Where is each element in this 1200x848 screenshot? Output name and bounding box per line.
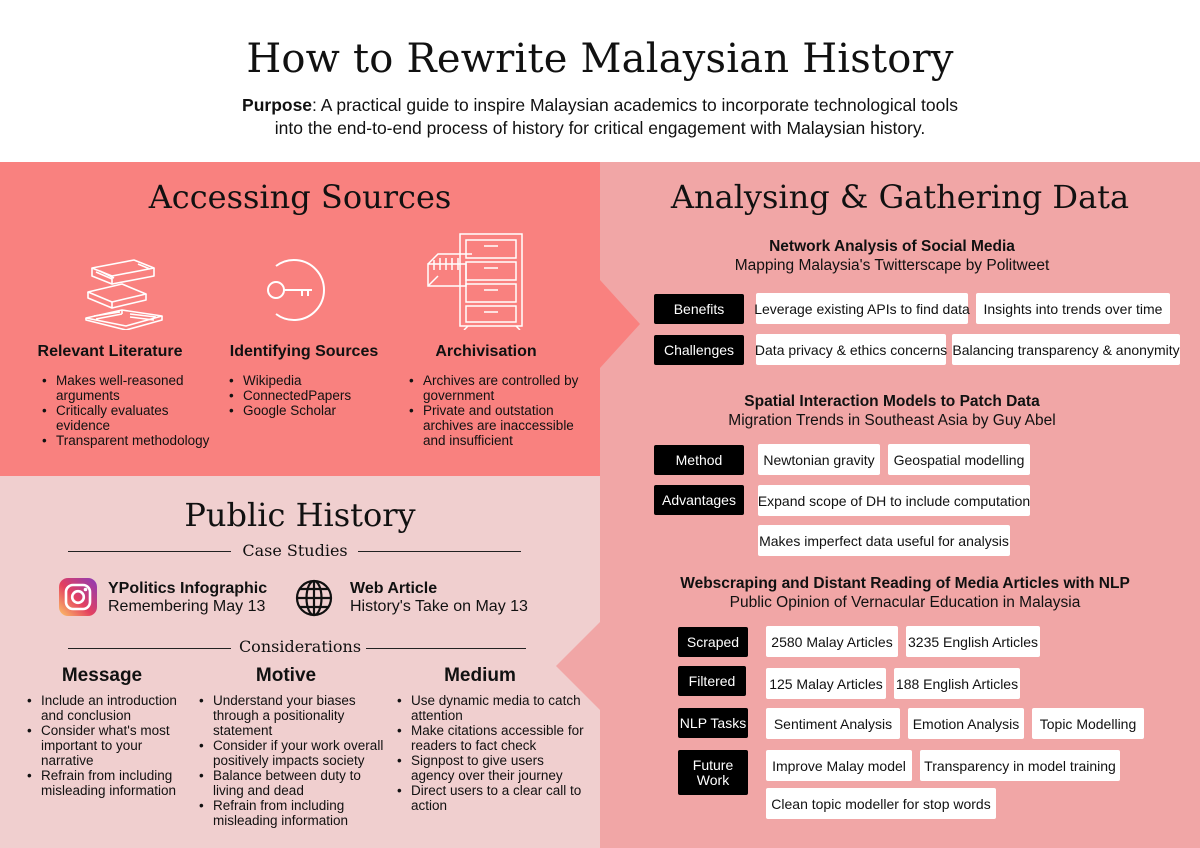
archivisation-heading: Archivisation: [435, 343, 537, 360]
benefit-tag: Insights into trends over time: [976, 293, 1170, 324]
medium-heading: Medium: [444, 665, 516, 686]
method-tag: Geospatial modelling: [888, 444, 1030, 475]
future-label-line-2: Work: [696, 771, 730, 788]
advantage-tag: Expand scope of DH to include computation: [758, 485, 1030, 516]
case-web-article-subtitle: History's Take on May 13: [350, 598, 528, 615]
divider: [68, 648, 231, 649]
filtered-tag: 188 English Articles: [894, 668, 1020, 699]
list-item: • Signpost to give users agency over their journey: [393, 753, 591, 783]
purpose-line-2: into the end-to-end process of history for critical engagement with Malaysian history.: [274, 118, 926, 138]
nlp-task-tag: Emotion Analysis: [908, 708, 1024, 739]
benefit-tag: Leverage existing APIs to find data: [756, 293, 968, 324]
list-item: • Transparent methodology: [38, 433, 218, 448]
relevant-literature-list: [38, 373, 218, 448]
list-item: • Wikipedia: [225, 373, 395, 388]
future-tag: Clean topic modeller for stop words: [766, 788, 996, 819]
future-tag: Transparency in model training: [920, 750, 1120, 781]
purpose-text: [0, 94, 1200, 140]
public-history-title: Public History: [184, 496, 416, 534]
divider: [358, 551, 521, 552]
list-item: • Refrain from including misleading information: [23, 768, 195, 798]
purpose-label: Purpose: [242, 95, 313, 115]
list-item: • Direct users to a clear call to action: [393, 783, 591, 813]
list-item: • Makes well-reasoned arguments: [38, 373, 218, 403]
list-item: • Use dynamic media to catch attention: [393, 693, 591, 723]
advantages-label: Advantages: [654, 485, 744, 515]
challenges-label: Challenges: [654, 335, 744, 365]
filtered-label: Filtered: [678, 666, 746, 696]
method-tag: Newtonian gravity: [758, 444, 880, 475]
nlp-task-tag: Sentiment Analysis: [766, 708, 900, 739]
list-item: • Make citations accessible for readers to fact check: [393, 723, 591, 753]
case-ypolitics-subtitle: Remembering May 13: [108, 598, 266, 615]
network-analysis-subheading: Mapping Malaysia's Twitterscape by Politweet: [734, 257, 1050, 274]
list-item: • Private and outstation archives are inaccessible and insufficient: [405, 403, 581, 448]
books-icon: [82, 254, 168, 330]
page-title: How to Rewrite Malaysian History: [246, 36, 954, 82]
scraped-label: Scraped: [678, 627, 748, 657]
spatial-models-subheading: Migration Trends in Southeast Asia by Guy Abel: [728, 412, 1056, 429]
benefits-label: Benefits: [654, 294, 744, 324]
scraped-tag: 2580 Malay Articles: [766, 626, 898, 657]
list-item: • Google Scholar: [225, 403, 395, 418]
future-tag: Improve Malay model: [766, 750, 912, 781]
list-item: • Include an introduction and conclusion: [23, 693, 195, 723]
filtered-tag: 125 Malay Articles: [766, 668, 886, 699]
identifying-sources-heading: Identifying Sources: [229, 343, 379, 360]
list-item: • ConnectedPapers: [225, 388, 395, 403]
considerations-label: Considerations: [238, 637, 362, 656]
case-studies-label: Case Studies: [242, 541, 348, 560]
divider: [366, 648, 526, 649]
list-item: • Balance between duty to living and dead: [195, 768, 395, 798]
list-item: • Consider if your work overall positively impacts society: [195, 738, 395, 768]
case-ypolitics-title: YPolitics Infographic: [108, 580, 268, 597]
list-item: • Understand your biases through a positionality statement: [195, 693, 395, 738]
future-work-label: [678, 750, 748, 795]
nlp-tasks-label: NLP Tasks: [678, 708, 748, 738]
challenge-tag: Data privacy & ethics concerns: [756, 334, 946, 365]
spatial-models-heading: Spatial Interaction Models to Patch Data: [744, 393, 1040, 410]
globe-icon: [294, 578, 334, 618]
scraped-tag: 3235 English Articles: [906, 626, 1040, 657]
accessing-sources-title: Accessing Sources: [148, 178, 452, 216]
nlp-task-tag: Topic Modelling: [1032, 708, 1144, 739]
future-label-line-1: Future: [692, 756, 734, 773]
case-web-article-title: Web Article: [350, 580, 438, 597]
purpose-line-1: : A practical guide to inspire Malaysian academics to incorporate technological tools: [312, 95, 958, 115]
webscraping-heading: Webscraping and Distant Reading of Media Articles with NLP: [680, 575, 1130, 592]
arrow-right-icon: [600, 280, 640, 368]
advantage-tag: Makes imperfect data useful for analysis: [758, 525, 1010, 556]
message-list: [23, 693, 195, 798]
list-item: • Critically evaluates evidence: [38, 403, 218, 433]
method-label: Method: [654, 445, 744, 475]
analysis-title: Analysing & Gathering Data: [670, 178, 1130, 216]
identifying-sources-list: [225, 373, 395, 418]
network-analysis-heading: Network Analysis of Social Media: [769, 238, 1015, 255]
relevant-literature-heading: Relevant Literature: [37, 343, 183, 360]
medium-list: [393, 693, 591, 813]
motive-list: [195, 693, 395, 828]
list-item: • Refrain from including misleading information: [195, 798, 395, 828]
list-item: • Archives are controlled by government: [405, 373, 581, 403]
webscraping-subheading: Public Opinion of Vernacular Education in Malaysia: [729, 594, 1081, 611]
message-heading: Message: [61, 665, 143, 686]
motive-heading: Motive: [255, 665, 317, 686]
divider: [68, 551, 231, 552]
challenge-tag: Balancing transparency & anonymity: [952, 334, 1180, 365]
list-item: • Consider what's most important to your narrative: [23, 723, 195, 768]
archivisation-list: [405, 373, 581, 448]
filing-cabinet-icon: [424, 230, 526, 330]
instagram-icon: [59, 578, 97, 616]
key-icon: [256, 254, 328, 326]
